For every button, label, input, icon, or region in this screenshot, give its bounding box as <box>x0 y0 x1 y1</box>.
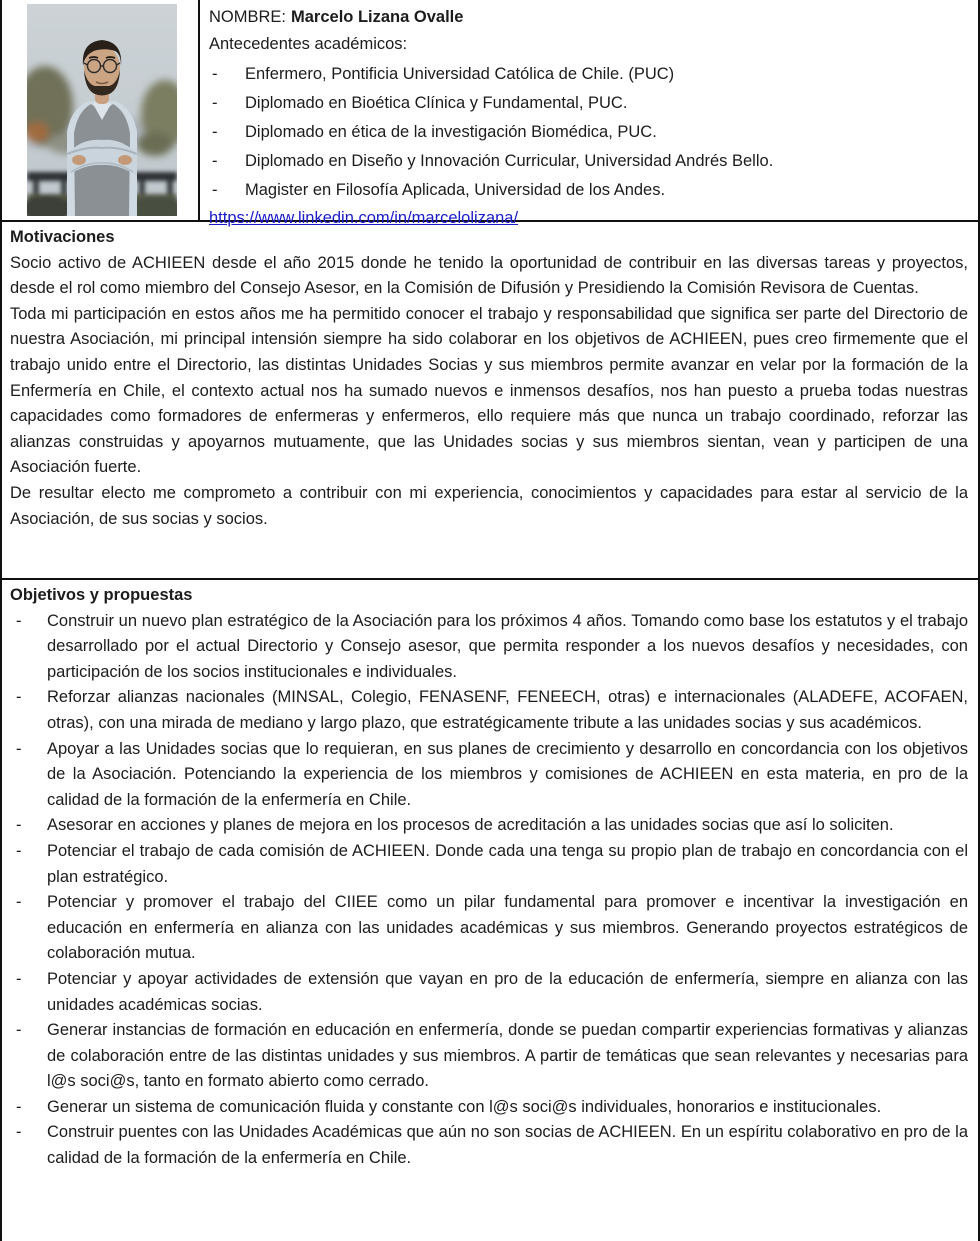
academic-item: - Diplomado en ética de la investigación Biomédica, PUC. <box>209 118 968 147</box>
academic-item: - Enfermero, Pontificia Universidad Católica de Chile. (PUC) <box>209 60 968 89</box>
objetivo-item: - Apoyar a las Unidades socias que lo requieran, en sus planes de crecimiento y desarrollo en concordancia con los objetivos de la Asociación. Potenciando la experiencia de los miembros y comisiones de ACHIEEN en esta materia, en pro de la calidad de la formación de la enfermería en Chile. <box>10 737 968 814</box>
objetivos-heading: Objetivos y propuestas <box>10 586 193 604</box>
motivaciones-section <box>2 222 978 580</box>
objetivos-list <box>10 609 968 1172</box>
header-row <box>2 0 978 227</box>
objetivo-item: - Potenciar y apoyar actividades de extensión que vayan en pro de la educación de enfermería, siempre en alianza con las unidades académicas socias. <box>10 967 968 1018</box>
credentials-cell <box>200 0 978 227</box>
objetivos-section <box>2 580 978 1241</box>
objetivo-item: - Generar instancias de formación en educación en enfermería, donde se puedan compartir experiencias formativas y alianzas de colaboración entre de las distintas unidades y sus miembros. A partir de temáticas que sean relevantes y necesarias para l@s soci@s, tanto en formato abierto como cerrado. <box>10 1018 968 1095</box>
candidate-name: Marcelo Lizana Ovalle <box>291 8 464 26</box>
objetivo-item: - Construir un nuevo plan estratégico de la Asociación para los próximos 4 años. Tomando como base los estatutos y el trabajo desarrollado por el actual Directorio y Consejo asesor, que permita responder a los nuevos desafíos y necesidades, con participación de los socios institucionales e individuales. <box>10 609 968 686</box>
objetivo-item: - Reforzar alianzas nacionales (MINSAL, Colegio, FENASENF, FENEECH, otras) e internacionales (ALADEFE, ACOFAEN, otras), con una mirada de mediano y largo plazo, que estratégicamente tribute a las unidades socias y sus académicos. <box>10 685 968 736</box>
motivaciones-heading: Motivaciones <box>10 228 115 246</box>
objetivo-item: - Generar un sistema de comunicación fluida y constante con l@s soci@s individuales, honorarios e institucionales. <box>10 1095 968 1121</box>
academic-heading: Antecedentes académicos: <box>209 35 408 53</box>
objetivo-item: - Asesorar en acciones y planes de mejora en los procesos de acreditación a las unidades socias que así lo soliciten. <box>10 813 968 839</box>
photo-cell <box>2 0 200 220</box>
linkedin-link[interactable]: https://www.linkedin.com/in/marcelolizana/ <box>209 209 519 227</box>
objetivo-item: - Potenciar y promover el trabajo del CIIEE como un pilar fundamental para promover e incentivar la investigación en educación en enfermería en alianza con las unidades académicas y sus miembros. Generando proyectos estratégicos de colaboración mutua. <box>10 890 968 967</box>
academic-item: - Diplomado en Bioética Clínica y Fundamental, PUC. <box>209 89 968 118</box>
motivaciones-paragraph: De resultar electo me comprometo a contribuir con mi experiencia, conocimientos y capacidades para estar al servicio de la Asociación, de sus socias y socios. <box>10 483 968 528</box>
academic-list <box>209 60 968 205</box>
name-label: NOMBRE: <box>209 8 287 26</box>
academic-item: - Diplomado en Diseño y Innovación Curricular, Universidad Andrés Bello. <box>209 147 968 176</box>
objetivo-item: - Construir puentes con las Unidades Académicas que aún no son socias de ACHIEEN. En un espíritu colaborativo en pro de la calidad de la formación de la enfermería en Chile. <box>10 1120 968 1171</box>
academic-item: - Magister en Filosofía Aplicada, Universidad de los Andes. <box>209 176 968 205</box>
candidate-photo <box>27 4 177 216</box>
objetivo-item: - Potenciar el trabajo de cada comisión de ACHIEEN. Donde cada una tenga su propio plan de trabajo en concordancia con el plan estratégico. <box>10 839 968 890</box>
motivaciones-paragraph: Toda mi participación en estos años me ha permitido conocer el trabajo y responsabilidad que significa ser parte del Directorio de nuestra Asociación, mi principal intensión siempre ha sido colaborar en los objetivos de ACHIEEN, pues creo firmemente que el trabajo unido entre el Directorio, las distintas Unidades Socias y sus miembros permite avanzar en velar por la formación de la Enfermería en Chile, el contexto actual nos ha sumado nuevos e inmensos desafíos, nos han puesto a prueba todas nuestras capacidades como formadores de enfermeras y enfermeros, ello requiere más que nunca un trabajo coordinado, reforzar las alianzas construidas y apoyarnos mutuamente, que las Unidades socias y sus miembros sientan, vean y participen de una Asociación fuerte. <box>10 304 968 477</box>
name-line <box>209 4 968 31</box>
motivaciones-paragraph: Socio activo de ACHIEEN desde el año 2015 donde he tenido la oportunidad de contribuir en las diversas tareas y proyectos, desde el rol como miembro del Consejo Asesor, en la Comisión de Difusión y Presidiendo la Comisión Revisora de Cuentas. <box>10 253 968 298</box>
